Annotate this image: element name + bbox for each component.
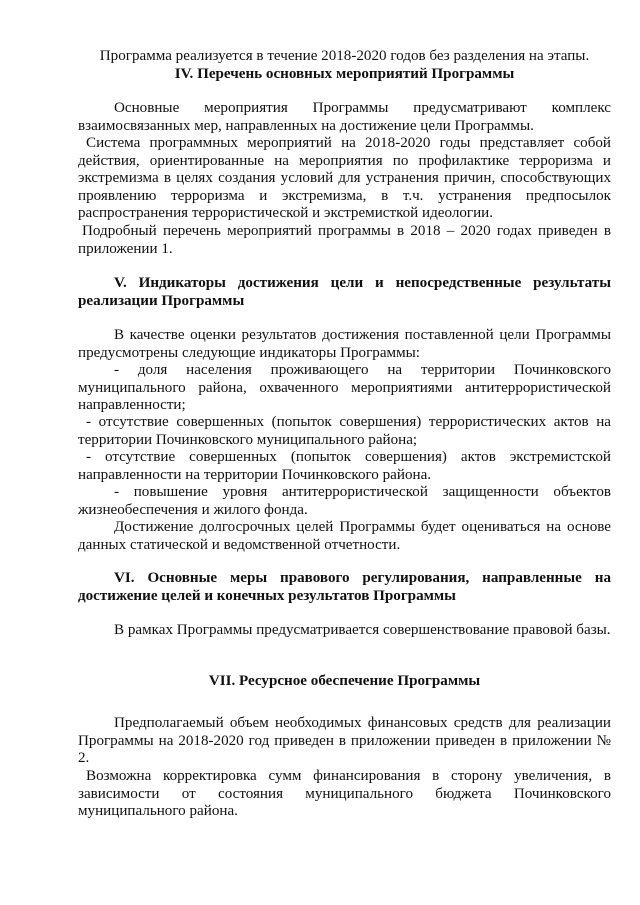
intro-line: Программа реализуется в течение 2018-2020 годов без разделения на этапы.: [99, 48, 590, 64]
indicator-item-3: - отсутствие совершенных (попыток совершения) актов экстремистской направленности на территории Починковского района.: [78, 449, 611, 483]
section-4-paragraph-1: Основные мероприятия Программы предусматривают комплекс взаимосвязанных мер, направленных на достижение цели Программы.: [78, 100, 611, 134]
section-5-intro: В качестве оценки результатов достижения поставленной цели Программы предусмотрены следующие индикаторы Программы:: [78, 327, 611, 361]
section-4-heading: IV. Перечень основных мероприятий Программы: [174, 66, 515, 82]
section-6-paragraph-1: В рамках Программы предусматривается совершенствование правовой базы.: [114, 622, 611, 638]
section-4-paragraph-3: Подробный перечень мероприятий программы в 2018 – 2020 годах приведен в приложении 1.: [78, 223, 611, 257]
section-6-heading: VI. Основные меры правового регулирования, направленные на достижение целей и конечных результатов Программы: [78, 570, 611, 604]
section-4-paragraph-2: Система программных мероприятий на 2018-2020 годы представляет собой действия, ориентированные на мероприятия по профилактике терроризма и экстремизма в целях создания условий для устранения причин, способствующих проявлению терроризма и экстремизма, в т.ч. устранения предпосылок распространения террористической и экстремисткой идеологии.: [78, 135, 611, 222]
section-7-paragraph-2: Возможна корректировка сумм финансирования в сторону увеличения, в зависимости от состояния муниципального бюджета Починковского муниципального района.: [78, 768, 611, 820]
indicator-item-2: - отсутствие совершенных (попыток совершения) террористических актов на территории Починковского муниципального района;: [78, 414, 611, 448]
section-5-heading: V. Индикаторы достижения цели и непосредственные результаты реализации Программы: [78, 275, 611, 309]
indicator-item-1: - доля населения проживающего на территории Починковского муниципального района, охваченного мероприятиями антитеррористической направленности;: [78, 362, 611, 414]
section-7-heading: VII. Ресурсное обеспечение Программы: [208, 673, 481, 689]
indicator-item-4: - повышение уровня антитеррористической защищенности объектов жизнеобеспечения и жилого фонда.: [78, 484, 611, 518]
section-7-paragraph-1: Предполагаемый объем необходимых финансовых средств для реализации Программы на 2018-2020 год приведен в приложении приведен в приложении № 2.: [78, 715, 611, 767]
section-5-closing: Достижение долгосрочных целей Программы будет оцениваться на основе данных статической и ведомственной отчетности.: [78, 519, 611, 553]
